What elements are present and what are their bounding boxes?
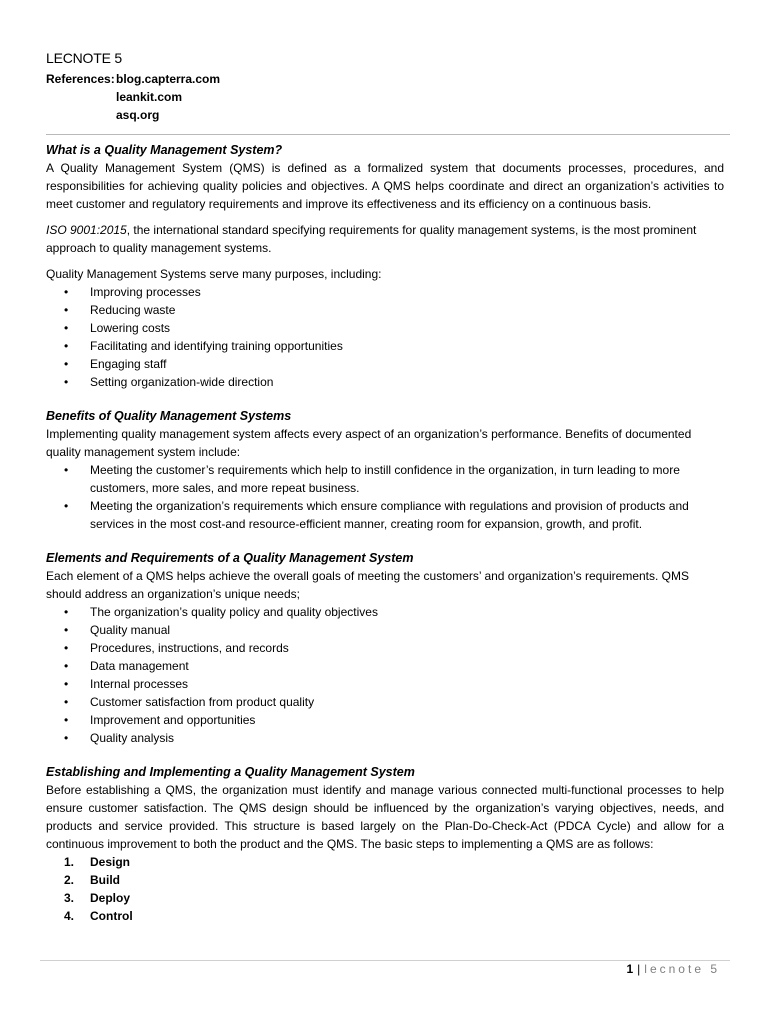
footer-label: lecnote 5 <box>644 962 720 976</box>
benefits-intro: Implementing quality management system affects every aspect of an organization’s performance. Benefits of documented quality management system include: <box>46 427 692 459</box>
list-item: • Lowering costs <box>64 321 171 335</box>
section-heading-establishing: Establishing and Implementing a Quality Management System <box>46 765 415 779</box>
list-item: 1. Design <box>64 855 131 869</box>
bullet-icon: • <box>64 463 69 477</box>
footer-separator: | <box>637 962 641 976</box>
iso-standard-name: ISO 9001:2015 <box>46 223 127 237</box>
iso-paragraph <box>46 221 724 257</box>
elements-intro: Each element of a QMS helps achieve the overall goals of meeting the customers’ and organization’s requirements. QMS should address an organization’s unique needs; <box>46 569 690 601</box>
section-heading-elements: Elements and Requirements of a Quality Management System <box>46 551 414 565</box>
steps-list <box>46 853 724 925</box>
iso-paragraph-text: , the international standard specifying requirements for quality management systems, is the most prominent approach to quality management systems. <box>46 223 697 255</box>
bullet-icon: • <box>64 285 69 299</box>
list-item: • Quality manual <box>64 623 171 637</box>
list-item: • Improvement and opportunities <box>64 713 256 727</box>
document-title: LECNOTE 5 <box>46 50 122 66</box>
document-page <box>46 50 724 925</box>
bullet-icon: • <box>64 321 69 335</box>
list-item: • Procedures, instructions, and records <box>64 641 289 655</box>
references-label: References: <box>46 72 115 86</box>
list-item: • Setting organization-wide direction <box>64 375 274 389</box>
bullet-icon: • <box>64 659 69 673</box>
establishing-paragraph: Before establishing a QMS, the organization must identify and manage various connected multi-functional processes to help ensure customer satisfaction. The QMS design should be influenced by the organization’s varying objectives, needs, and products and service provided. This structure is based largely on the Plan-Do-Check-Act (PDCA Cycle) and allow for a continuous improvement to both the product and the QMS. The basic steps to implementing a QMS are as follows: <box>46 783 724 851</box>
list-item: 2. Build <box>64 873 120 887</box>
bullet-icon: • <box>64 375 69 389</box>
list-item: • Engaging staff <box>64 357 167 371</box>
list-item: • Meeting the customer’s requirements which help to instill confidence in the organization, in turn leading to more customers, more sales, and more repeat business. <box>64 463 680 495</box>
list-item: • Improving processes <box>64 285 201 299</box>
reference-item: blog.capterra.com <box>116 72 221 86</box>
purposes-intro: Quality Management Systems serve many purposes, including: <box>46 267 382 281</box>
list-item: • Facilitating and identifying training opportunities <box>64 339 343 353</box>
references-block <box>46 70 724 124</box>
section-heading-what-is-qms: What is a Quality Management System? <box>46 143 283 157</box>
list-item: • Meeting the organization’s requirements which ensure compliance with regulations and provision of products and services in the most cost-and resource-efficient manner, creating room for expansion, growth, and profit. <box>64 499 689 531</box>
list-item: • Internal processes <box>64 677 189 691</box>
list-item: • Reducing waste <box>64 303 176 317</box>
footer-divider <box>40 960 730 961</box>
list-item: • Quality analysis <box>64 731 175 745</box>
list-item: • Data management <box>64 659 189 673</box>
elements-list <box>46 603 724 747</box>
page-number: 1 <box>626 962 634 976</box>
bullet-icon: • <box>64 357 69 371</box>
reference-item: asq.org <box>116 108 160 122</box>
bullet-icon: • <box>64 339 69 353</box>
list-item: • The organization’s quality policy and quality objectives <box>64 605 378 619</box>
list-item: 3. Deploy <box>64 891 131 905</box>
page-footer <box>626 962 720 976</box>
header-divider <box>46 134 730 135</box>
bullet-icon: • <box>64 303 69 317</box>
benefits-list <box>46 461 724 533</box>
bullet-icon: • <box>64 605 69 619</box>
bullet-icon: • <box>64 623 69 637</box>
bullet-icon: • <box>64 677 69 691</box>
section-heading-benefits: Benefits of Quality Management Systems <box>46 409 292 423</box>
bullet-icon: • <box>64 695 69 709</box>
list-item: • Customer satisfaction from product quality <box>64 695 315 709</box>
bullet-icon: • <box>64 713 69 727</box>
bullet-icon: • <box>64 641 69 655</box>
purposes-list <box>46 283 724 391</box>
reference-item: leankit.com <box>116 90 183 104</box>
bullet-icon: • <box>64 499 69 513</box>
bullet-icon: • <box>64 731 69 745</box>
list-item: 4. Control <box>64 909 133 923</box>
qms-definition-paragraph: A Quality Management System (QMS) is defined as a formalized system that documents processes, procedures, and responsibilities for achieving quality policies and objectives. A QMS helps coordinate and direct an organization’s activities to meet customer and regulatory requirements and improve its effectiveness and its efficiency on a continuous basis. <box>46 161 724 211</box>
